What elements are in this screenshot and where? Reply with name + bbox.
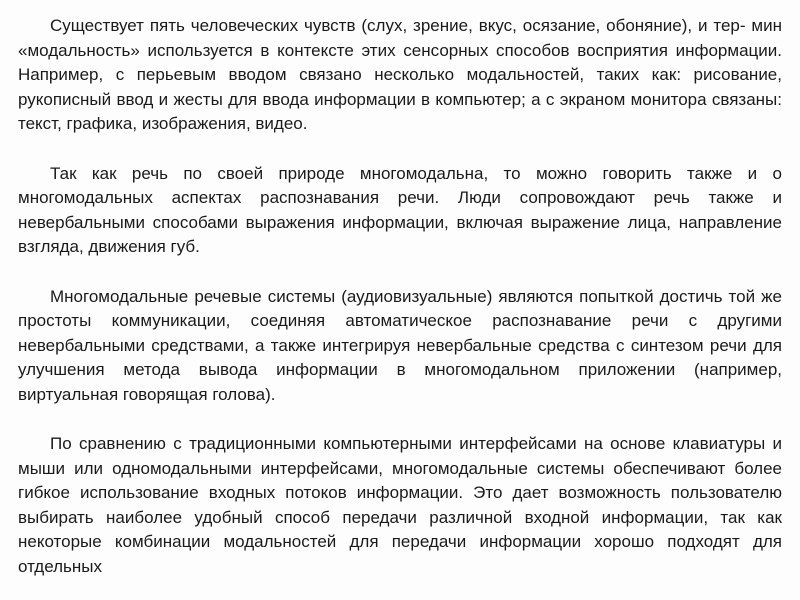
paragraph-speech-multimodal: Так как речь по своей природе многомодальна, то можно говорить также и о многомодальных аспектах распознавания речи. Люди сопровождают речь также и невербальными способами выражения информации, включая выражение лица, направление взгляда, движения губ. — [18, 163, 782, 257]
document-body — [18, 14, 782, 600]
paragraph-senses-modality: Существует пять человеческих чувств (слух, зрение, вкус, осязание, обоняние), и тер- мин «модальность» используется в контексте этих сенсорных способов восприятия информации. Например, с перьевым вводом связано несколько модальностей, таких как: рисование, рукописный ввод и жесты для ввода информации в компьютер; а с экраном монитора связаны: текст, графика, изображения, видео. — [18, 16, 782, 134]
paragraph-comparison-interfaces: По сравнению с традиционными компьютерными интерфейсами на основе клавиатуры и мыши или одномодальными интерфейсами, многомодальные системы обеспечивают более гибкое использование входных потоков информации. Это дает возможность пользователю выбирать наиболее удобный способ передачи различной входной информации, так как некоторые комбинации модальностей для передачи информации хорошо подходят для отдельных — [18, 434, 782, 577]
paragraph-multimodal-systems: Многомодальные речевые системы (аудиовизуальные) являются попыткой достичь той же простоты коммуникации, соединяя автоматическое распознавание речи с другими невербальными средствами, а также интегрируя невербальные средства с синтезом речи для улучшения метода вывода информации в многомодальном приложении (например, виртуальная говорящая голова). — [18, 286, 782, 404]
